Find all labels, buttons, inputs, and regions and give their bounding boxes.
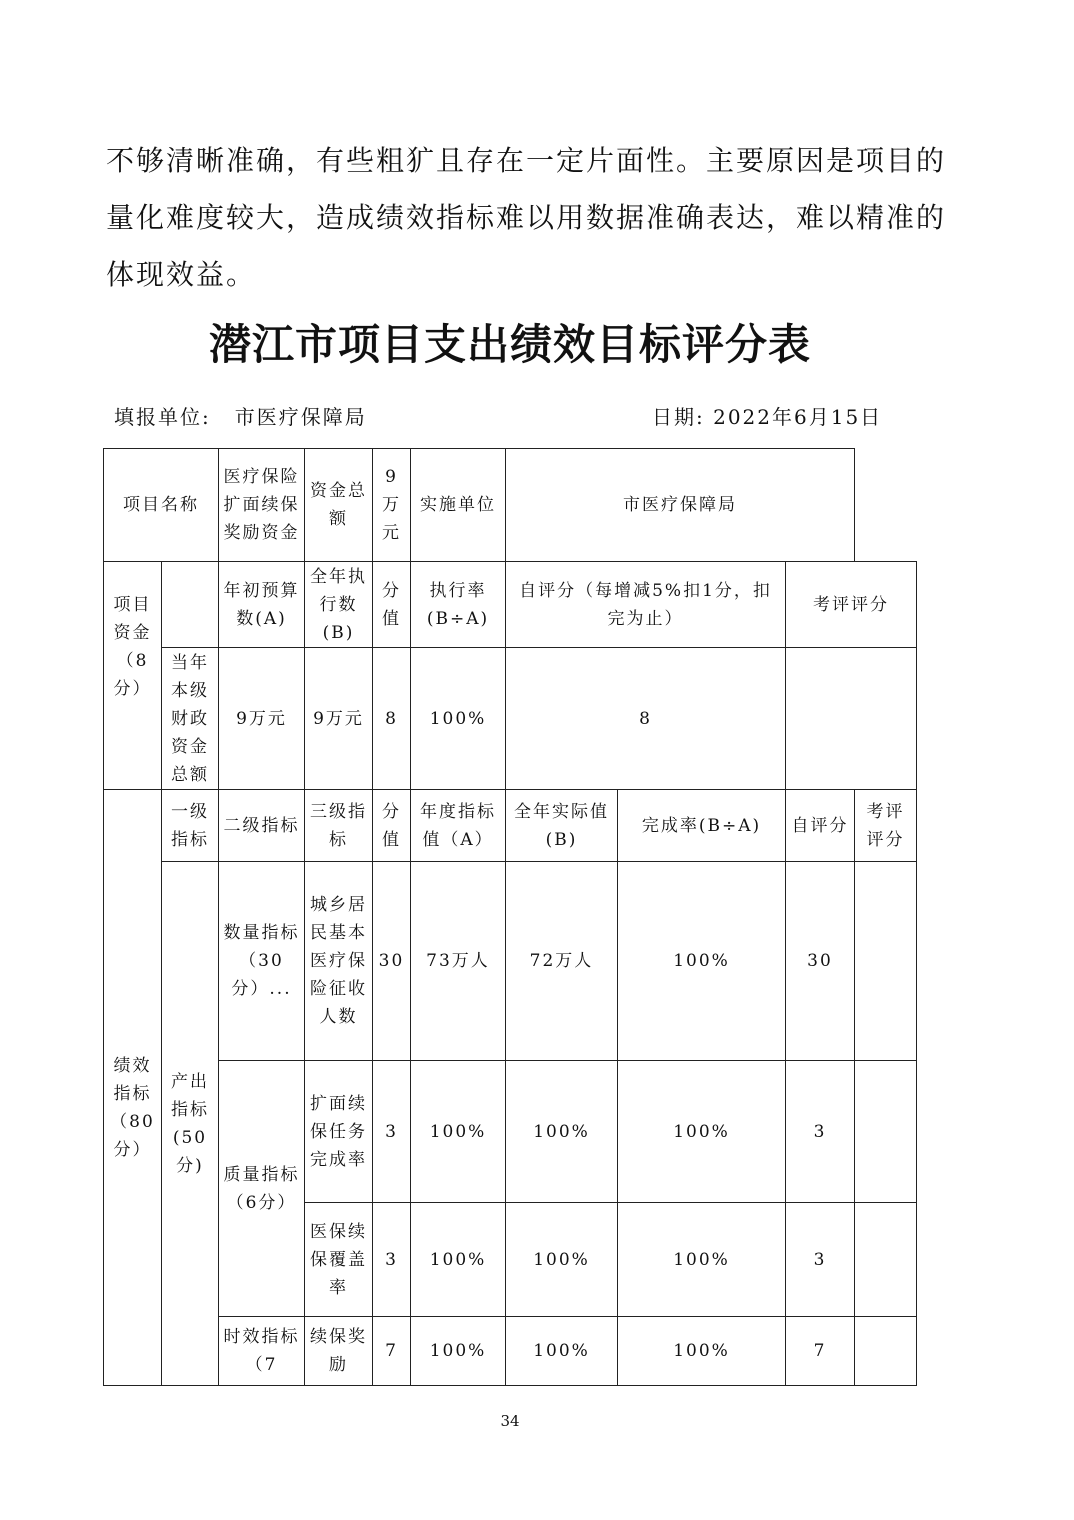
intro-line-1: 不够清晰准确，有些粗犷且存在一定片面性。主要原因是项目的: [106, 144, 947, 177]
funds-actual: 9万元: [305, 648, 373, 790]
level2-cell: 质量指标（6分）: [219, 1061, 305, 1317]
project-name-value: 医疗保险扩面续保奖励资金: [219, 449, 305, 562]
funds-blank-cell: [162, 562, 219, 648]
col-rate: 执行率(B÷A): [411, 562, 506, 648]
impl-unit-label: 实施单位: [411, 449, 506, 562]
score-cell: 3: [373, 1061, 411, 1203]
funds-review-score: [786, 648, 917, 790]
intro-paragraph: [106, 132, 947, 303]
rate-cell: 100%: [618, 1203, 786, 1317]
actual-cell: 100%: [506, 1203, 618, 1317]
target-cell: 73万人: [411, 862, 506, 1061]
level2-cell: 数量指标（30分）...: [219, 862, 305, 1061]
hdr-review: 考评评分: [855, 790, 917, 862]
hdr-self: 自评分: [786, 790, 855, 862]
rate-cell: 100%: [618, 1317, 786, 1386]
level3-cell: 城乡居民基本医疗保险征收人数: [305, 862, 373, 1061]
table-row: [104, 562, 917, 648]
hdr-rate: 完成率(B÷A): [618, 790, 786, 862]
funds-rate: 100%: [411, 648, 506, 790]
level2-cell: 时效指标（7: [219, 1317, 305, 1386]
hdr-level2: 二级指标: [219, 790, 305, 862]
table-row: [104, 790, 917, 862]
score-cell: 30: [373, 862, 411, 1061]
level3-cell: 扩面续保任务完成率: [305, 1061, 373, 1203]
report-date-label: 日期:: [652, 405, 705, 429]
actual-cell: 100%: [506, 1317, 618, 1386]
hdr-level1: 一级指标: [162, 790, 219, 862]
table-row: [104, 1317, 917, 1386]
review-score-cell: [855, 862, 917, 1061]
report-date: [652, 401, 882, 430]
impl-unit-value: 市医疗保障局: [506, 449, 855, 562]
hdr-actual: 全年实际值(B): [506, 790, 618, 862]
level3-cell: 续保奖励: [305, 1317, 373, 1386]
funds-self-score: 8: [506, 648, 786, 790]
page-title: 潜江市项目支出绩效目标评分表: [208, 320, 811, 369]
col-review-score: 考评评分: [786, 562, 917, 648]
reporting-unit: [114, 401, 367, 430]
review-score-cell: [855, 1061, 917, 1203]
fund-total-label: 资金总额: [305, 449, 373, 562]
intro-line-2: 量化难度较大，造成绩效指标难以用数据准确表达，难以精准的: [106, 201, 947, 234]
target-cell: 100%: [411, 1317, 506, 1386]
target-cell: 100%: [411, 1061, 506, 1203]
hdr-target: 年度指标值（A）: [411, 790, 506, 862]
review-score-cell: [855, 1203, 917, 1317]
self-score-cell: 30: [786, 862, 855, 1061]
table-row: [104, 449, 917, 562]
rate-cell: 100%: [618, 1061, 786, 1203]
table-row: [104, 862, 917, 1061]
review-score-cell: [855, 1317, 917, 1386]
col-budget: 年初预算数(A): [219, 562, 305, 648]
table-row: [104, 648, 917, 790]
level3-cell: 医保续保覆盖率: [305, 1203, 373, 1317]
rate-cell: 100%: [618, 862, 786, 1061]
funds-row-label: 当年本级财政资金总额: [162, 648, 219, 790]
intro-line-3: 体现效益。: [106, 258, 257, 291]
output-indicator-label: 产出指标(50分): [162, 862, 219, 1386]
funds-score: 8: [373, 648, 411, 790]
hdr-score: 分值: [373, 790, 411, 862]
self-score-cell: 3: [786, 1203, 855, 1317]
hdr-level3: 三级指标: [305, 790, 373, 862]
fund-total-value: 9万元: [373, 449, 411, 562]
actual-cell: 100%: [506, 1061, 618, 1203]
col-score: 分值: [373, 562, 411, 648]
reporting-unit-label: 填报单位:: [114, 405, 211, 429]
actual-cell: 72万人: [506, 862, 618, 1061]
report-date-value: 2022年6月15日: [713, 405, 883, 429]
col-self-score: 自评分（每增减5%扣1分，扣完为止）: [506, 562, 786, 648]
perf-section-label: 绩效指标（80分）: [104, 790, 162, 1386]
funds-section-label: 项目资金（8分）: [104, 562, 162, 790]
score-table: [103, 448, 917, 1386]
target-cell: 100%: [411, 1203, 506, 1317]
project-name-label: 项目名称: [104, 449, 219, 562]
self-score-cell: 7: [786, 1317, 855, 1386]
table-row: [104, 1061, 917, 1203]
page-number: 34: [500, 1412, 520, 1430]
col-actual: 全年执行数(B): [305, 562, 373, 648]
score-cell: 7: [373, 1317, 411, 1386]
self-score-cell: 3: [786, 1061, 855, 1203]
funds-budget: 9万元: [219, 648, 305, 790]
score-cell: 3: [373, 1203, 411, 1317]
reporting-unit-value: 市医疗保障局: [234, 405, 367, 429]
